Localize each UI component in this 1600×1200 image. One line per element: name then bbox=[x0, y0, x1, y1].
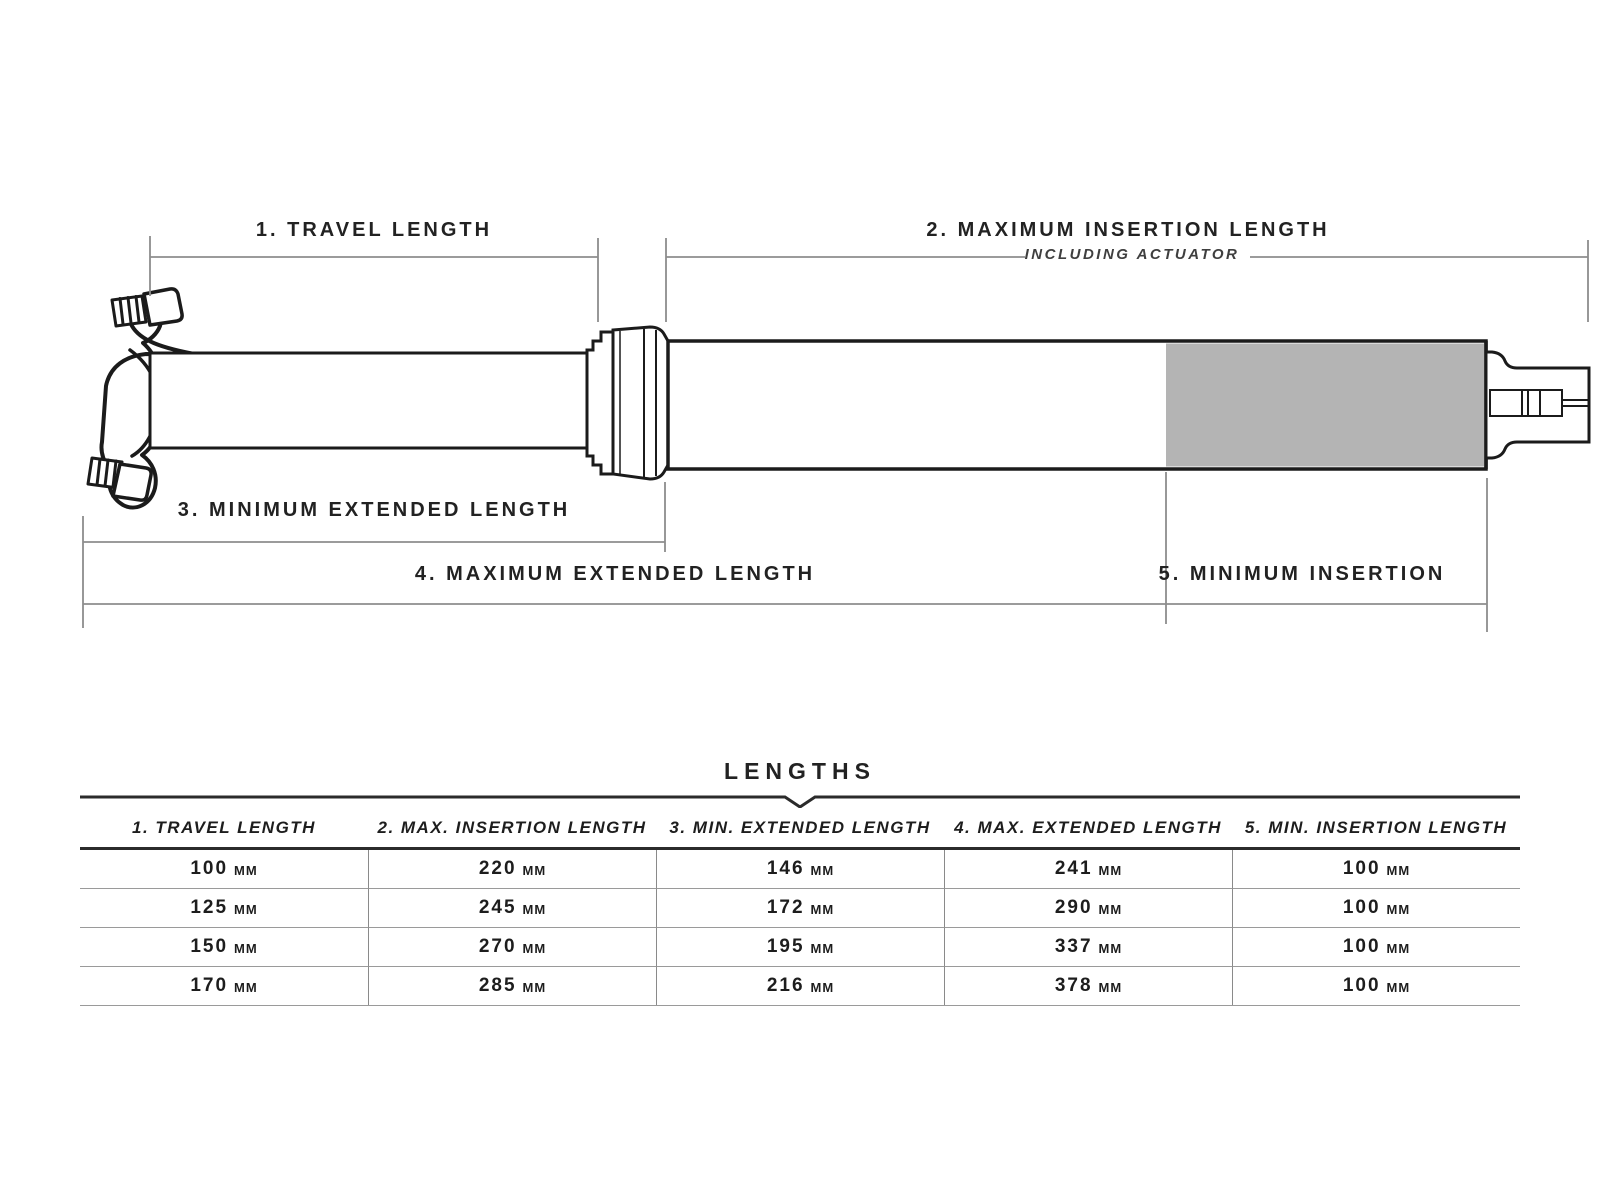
table-cell: 125 MM bbox=[80, 888, 368, 927]
table-header-row bbox=[80, 808, 1520, 850]
table-cell: 170 MM bbox=[80, 966, 368, 1005]
min-insertion-zone bbox=[1166, 344, 1484, 467]
table-cell: 150 MM bbox=[80, 927, 368, 966]
column-header-2: 2. MAX. INSERTION LENGTH bbox=[377, 818, 647, 837]
title-rule-with-notch bbox=[80, 794, 1520, 808]
collar-lip bbox=[587, 332, 613, 474]
label-max-extended-length: 4. MAXIMUM EXTENDED LENGTH bbox=[414, 563, 816, 585]
column-header-4: 4. MAX. EXTENDED LENGTH bbox=[954, 818, 1222, 837]
table-cell: 195 MM bbox=[656, 927, 944, 966]
table-title: LENGTHS bbox=[724, 758, 876, 784]
table-cell: 172 MM bbox=[656, 888, 944, 927]
column-header-5: 5. MIN. INSERTION LENGTH bbox=[1244, 818, 1508, 837]
table-cell: 285 MM bbox=[368, 966, 656, 1005]
table-cell: 100 MM bbox=[1232, 850, 1520, 888]
label-min-extended-length: 3. MINIMUM EXTENDED LENGTH bbox=[177, 499, 571, 521]
table-cell: 100 MM bbox=[1232, 927, 1520, 966]
label-min-insertion: 5. MINIMUM INSERTION bbox=[1158, 563, 1446, 585]
table-cell: 337 MM bbox=[944, 927, 1232, 966]
table-cell: 270 MM bbox=[368, 927, 656, 966]
table-cell: 378 MM bbox=[944, 966, 1232, 1005]
label-including-actuator: INCLUDING ACTUATOR bbox=[1024, 246, 1240, 263]
table-cell: 241 MM bbox=[944, 850, 1232, 888]
table-cell: 146 MM bbox=[656, 850, 944, 888]
table-cell: 216 MM bbox=[656, 966, 944, 1005]
collar bbox=[613, 327, 668, 479]
upper-post-tube bbox=[150, 353, 600, 448]
label-max-insertion-length: 2. MAXIMUM INSERTION LENGTH bbox=[926, 219, 1330, 241]
table-cell: 100 MM bbox=[190, 858, 258, 879]
table-body bbox=[80, 850, 1520, 1006]
table-cell: 100 MM bbox=[1232, 966, 1520, 1005]
table-cell: 245 MM bbox=[368, 888, 656, 927]
table-cell: 220 MM bbox=[368, 850, 656, 888]
column-header-3: 3. MIN. EXTENDED LENGTH bbox=[669, 818, 931, 837]
table-cell: 100 MM bbox=[1232, 888, 1520, 927]
top-bolt bbox=[112, 296, 146, 326]
table-cell: 290 MM bbox=[944, 888, 1232, 927]
lengths-table bbox=[80, 758, 1520, 1006]
column-header-1: 1. TRAVEL LENGTH bbox=[132, 818, 316, 837]
label-travel-length: 1. TRAVEL LENGTH bbox=[255, 219, 493, 241]
